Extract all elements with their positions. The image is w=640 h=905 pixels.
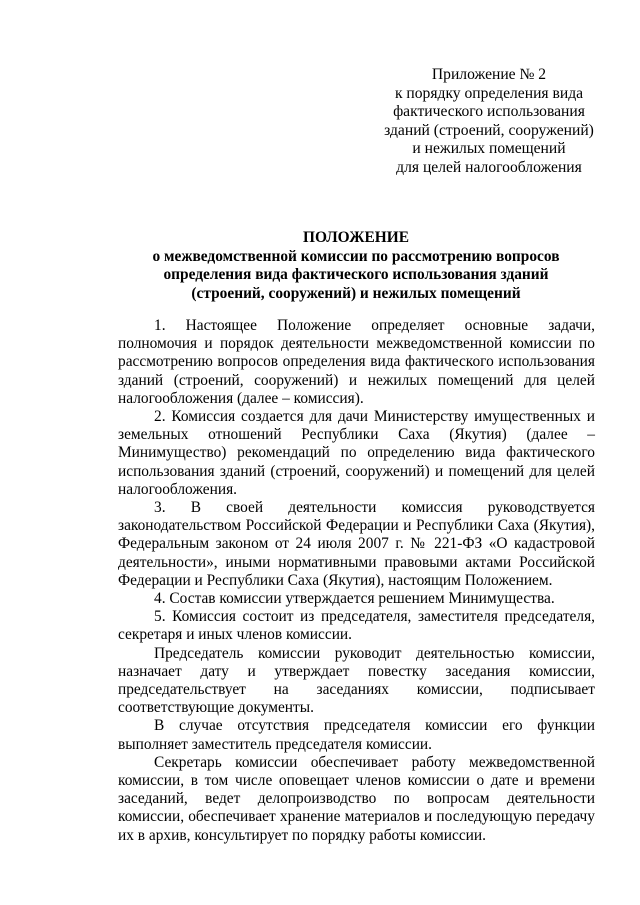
appendix-reference — [360, 66, 618, 178]
paragraph-deputy: В случае отсутствия председателя комиссии его функции выполняет заместитель председателя комиссии. — [118, 717, 595, 753]
appendix-line: зданий (строений, сооружений) — [384, 121, 594, 139]
document-body — [118, 317, 595, 845]
document-subtitle-line: (строений, сооружений) и нежилых помещений — [191, 284, 521, 302]
document-subtitle-line: определения вида фактического использования зданий — [163, 266, 549, 284]
appendix-line: фактического использования — [393, 103, 585, 121]
paragraph-5: 5. Комиссия состоит из председателя, заместителя председателя, секретаря и иных членов комиссии. — [118, 608, 595, 644]
document-heading: ПОЛОЖЕНИЕ — [303, 229, 409, 246]
paragraph-2: 2. Комиссия создается для дачи Министерству имущественных и земельных отношений Республики Саха (Якутия) (далее – Минимущество) рекомендаций по определению вида фактического использования зданий (строений, сооружений) и помещений для целей налогообложения. — [118, 408, 595, 498]
paragraph-chairman: Председатель комиссии руководит деятельностью комиссии, назначает дату и утверждает повестку заседания комиссии, председательствует на заседаниях комиссии, подписывает соответствующие документы. — [118, 644, 595, 717]
paragraph-4: 4. Состав комиссии утверждается решением Минимущества. — [154, 590, 555, 608]
appendix-line: для целей налогообложения — [396, 158, 582, 176]
document-title-block — [118, 229, 594, 303]
appendix-line: Приложение № 2 — [431, 66, 547, 83]
document-subtitle-line: о межведомственной комиссии по рассмотрению вопросов — [152, 247, 560, 265]
paragraph-3: 3. В своей деятельности комиссия руководствуется законодательством Российской Федерации и Республики Саха (Якутия), Федеральным законом от 24 июля 2007 г. № 221-ФЗ «О кадастровой деятельности», иными нормативными правовыми актами Российской Федерации и Республики Саха (Якутия), настоящим Положением. — [118, 499, 595, 589]
appendix-line: к порядку определения вида — [394, 84, 584, 102]
appendix-line: и нежилых помещений — [412, 140, 566, 158]
paragraph-secretary: Секретарь комиссии обеспечивает работу межведомственной комиссии, в том числе оповещает членов комиссии о дате и времени заседаний, ведет делопроизводство по вопросам деятельности комиссии, обеспечивает хранение материалов и последующую передачу их в архив, консультирует по порядку работы комиссии. — [118, 753, 595, 844]
paragraph-1: 1. Настоящее Положение определяет основные задачи, полномочия и порядок деятельности межведомственной комиссии по рассмотрению вопросов определения вида фактического использования зданий (строений, сооружений) и нежилых помещений для целей налогообложения (далее – комиссия). — [118, 317, 595, 407]
